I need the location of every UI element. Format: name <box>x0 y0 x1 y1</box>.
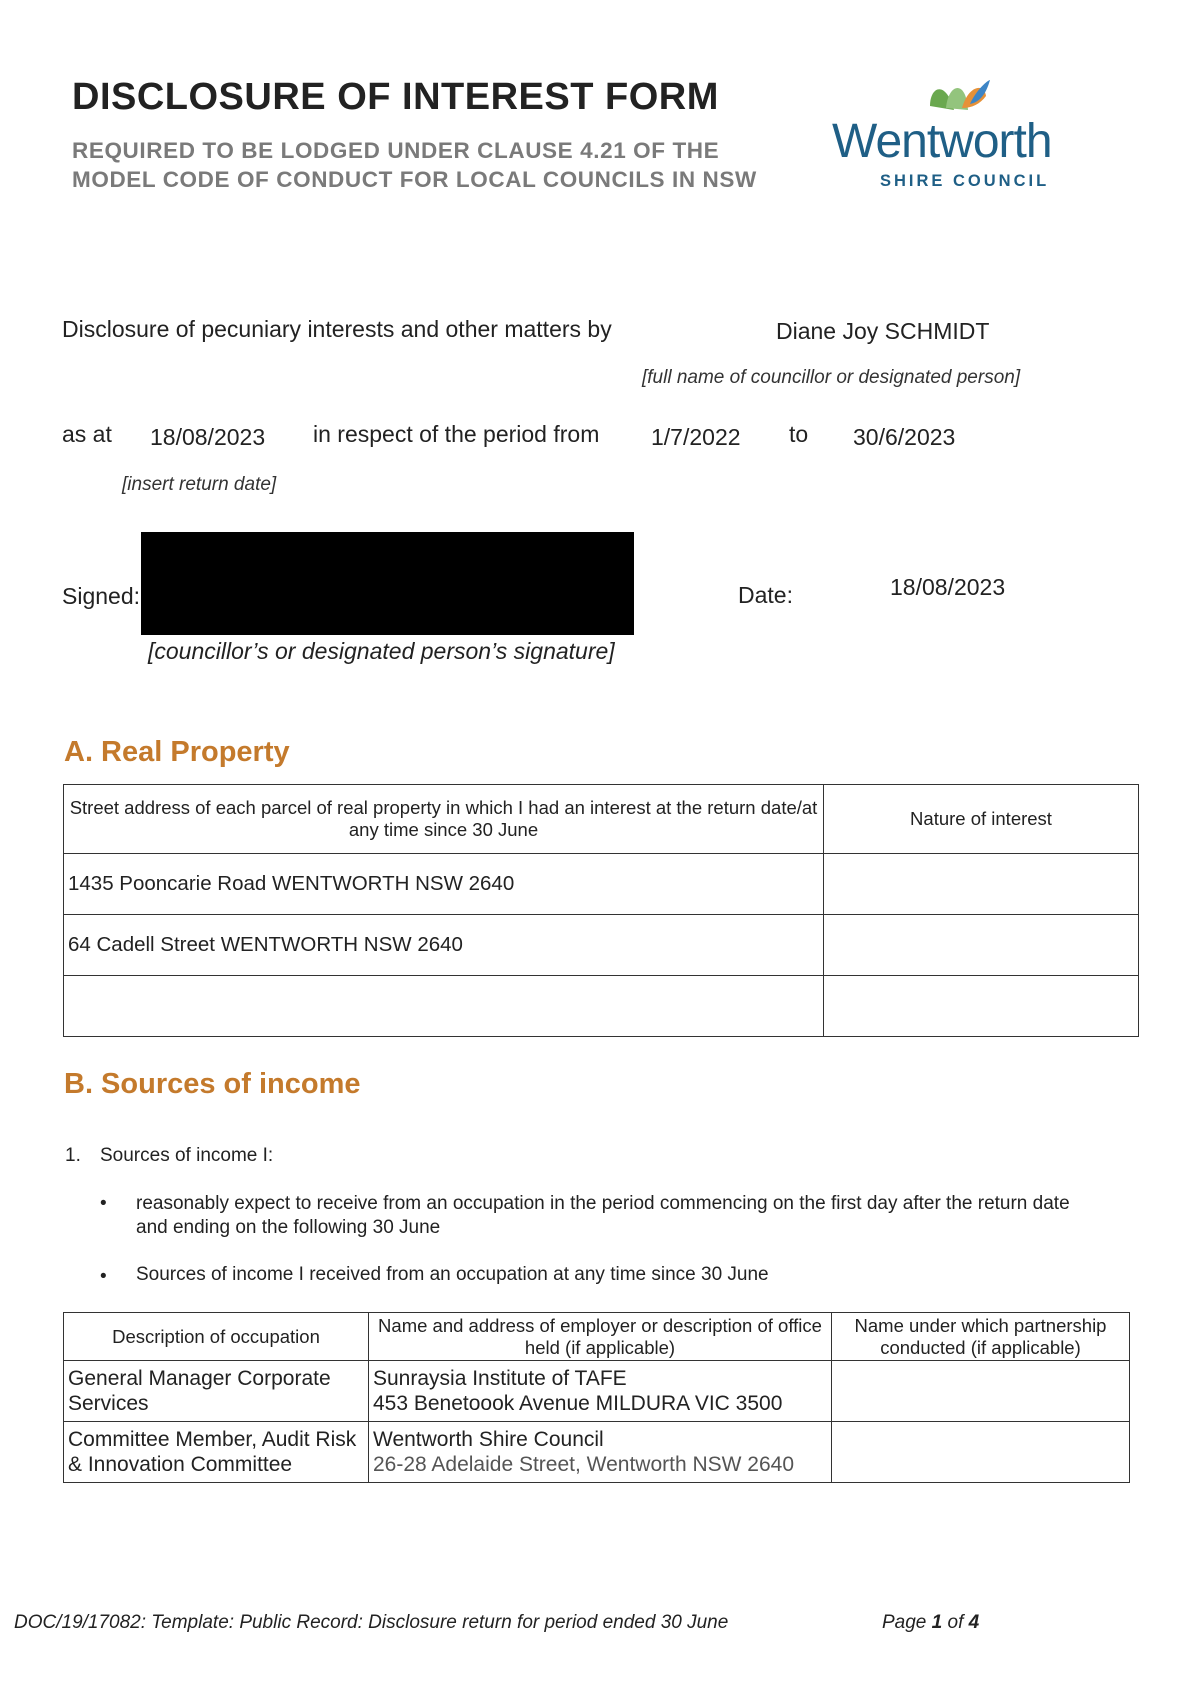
column-header-employer: Name and address of employer or description of office held (if applicable) <box>369 1313 832 1361</box>
column-header-address: Street address of each parcel of real property in which I had an interest at the return date/at any time since 30 June <box>64 785 824 854</box>
bullet-icon: • <box>100 1266 107 1287</box>
table-row <box>64 1361 1130 1422</box>
table-row <box>64 976 1139 1037</box>
page-total: 4 <box>968 1612 980 1633</box>
return-date-hint: [insert return date] <box>122 474 277 495</box>
partnership-cell <box>832 1422 1130 1483</box>
date-label: Date: <box>738 582 793 608</box>
real-property-table <box>63 784 1139 1037</box>
property-nature <box>824 976 1139 1037</box>
property-nature <box>824 854 1139 915</box>
signed-label: Signed: <box>62 583 141 609</box>
property-address <box>64 976 824 1037</box>
return-date: 18/08/2023 <box>150 424 266 450</box>
table-row <box>64 1422 1130 1483</box>
leaf-icon <box>924 76 990 118</box>
occupation-cell: General Manager Corporate Services <box>64 1361 369 1422</box>
page-current: 1 <box>931 1612 943 1633</box>
bullet-icon: • <box>100 1193 107 1214</box>
period-to: 30/6/2023 <box>853 424 956 450</box>
table-header-row <box>64 785 1139 854</box>
as-at-label: as at <box>62 421 112 447</box>
partnership-cell <box>832 1361 1130 1422</box>
bullet-received-income: Sources of income I received from an occupation at any time since 30 June <box>136 1264 769 1285</box>
employer-cell <box>369 1361 832 1422</box>
declarant-name-hint: [full name of councillor or designated person] <box>642 367 1021 388</box>
list-item-sources: Sources of income I: <box>100 1145 274 1166</box>
table-row <box>64 915 1139 976</box>
period-label: in respect of the period from <box>313 421 600 447</box>
employer-cell <box>369 1422 832 1483</box>
declaration-intro: Disclosure of pecuniary interests and other matters by <box>62 316 612 342</box>
column-header-occupation: Description of occupation <box>64 1313 369 1361</box>
date-value: 18/08/2023 <box>890 574 1006 600</box>
section-real-property: A. Real Property <box>64 736 290 768</box>
property-address: 1435 Pooncarie Road WENTWORTH NSW 2640 <box>64 854 824 915</box>
column-header-nature: Nature of interest <box>824 785 1139 854</box>
form-title: DISCLOSURE OF INTEREST FORM <box>72 76 719 118</box>
employer-name: Sunraysia Institute of TAFE <box>373 1367 627 1390</box>
signature-redaction <box>141 532 634 635</box>
employer-address: 26-28 Adelaide Street, Wentworth NSW 2640 <box>373 1453 795 1476</box>
logo-subtitle: SHIRE COUNCIL <box>880 172 1050 190</box>
employer-name: Wentworth Shire Council <box>373 1428 604 1451</box>
signature-hint: [councillor’s or designated person’s signature] <box>148 638 615 664</box>
section-sources-of-income: B. Sources of income <box>64 1068 361 1100</box>
occupation-cell: Committee Member, Audit Risk & Innovation Committee <box>64 1422 369 1483</box>
page-number <box>882 1612 979 1634</box>
form-subtitle: REQUIRED TO BE LODGED UNDER CLAUSE 4.21 OF THE MODEL CODE OF CONDUCT FOR LOCAL COUNCILS IN NSW <box>72 138 757 192</box>
income-table <box>63 1312 1130 1483</box>
table-header-row <box>64 1313 1130 1361</box>
council-logo <box>832 76 1092 196</box>
footer-reference: DOC/19/17082: Template: Public Record: Disclosure return for period ended 30 June <box>14 1612 729 1633</box>
logo-wordmark: Wentworth <box>832 115 1052 168</box>
page-of: of <box>947 1612 964 1633</box>
column-header-partnership: Name under which partnership conducted (if applicable) <box>832 1313 1130 1361</box>
employer-address: 453 Benetoook Avenue MILDURA VIC 3500 <box>373 1392 783 1415</box>
property-nature <box>824 915 1139 976</box>
table-row <box>64 854 1139 915</box>
period-from: 1/7/2022 <box>651 424 741 450</box>
list-item-number: 1. <box>65 1145 81 1166</box>
declarant-name: Diane Joy SCHMIDT <box>776 318 990 344</box>
property-address: 64 Cadell Street WENTWORTH NSW 2640 <box>64 915 824 976</box>
to-label: to <box>789 421 809 447</box>
page-prefix: Page <box>882 1612 927 1633</box>
bullet-expected-income: reasonably expect to receive from an occupation in the period commencing on the first day after the return date and ending on the following 30 June <box>136 1193 1070 1238</box>
